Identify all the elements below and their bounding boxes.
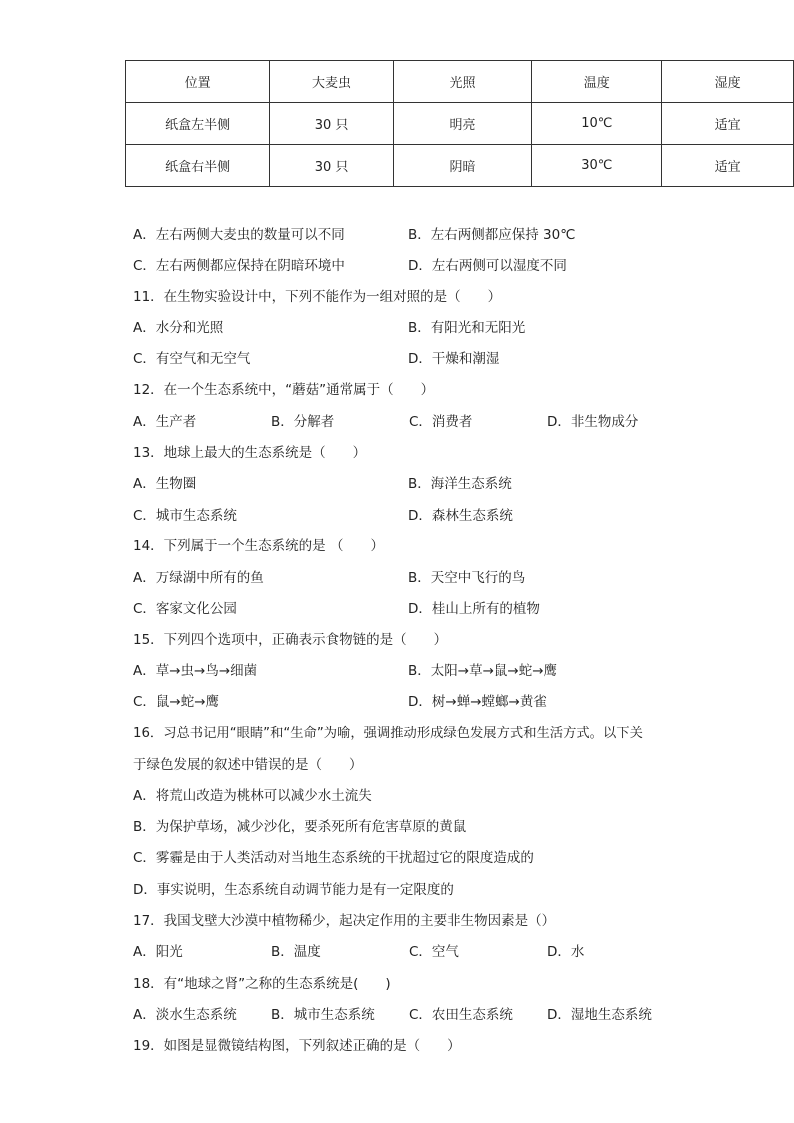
option-b: B．有阳光和无阳光 <box>408 320 526 336</box>
option-b: B．太阳→草→鼠→蛇→鹰 <box>408 663 558 679</box>
question-stem: 14．下列属于一个生态系统的是 （ ） <box>133 538 384 554</box>
option-c: C．鼠→蛇→鹰 <box>133 694 220 710</box>
option-c: C．消费者 <box>409 414 473 430</box>
table-header-row <box>126 61 794 103</box>
option-a: A．阳光 <box>133 944 183 960</box>
option-a: A．生物圈 <box>133 476 197 492</box>
question-stem: 11．在生物实验设计中，下列不能作为一组对照的是（ ） <box>133 289 502 305</box>
header-cell: 湿度 <box>662 61 794 103</box>
table-cell: 明亮 <box>393 103 532 145</box>
question-stem-cont: 于绿色发展的叙述中错误的是（ ） <box>133 757 363 773</box>
question-stem: 16．习总书记用“眼睛”和“生命”为喻，强调推动形成绿色发展方式和生活方式。以下关 <box>133 726 643 741</box>
header-cell: 位置 <box>126 61 270 103</box>
option-a: A．水分和光照 <box>133 320 224 336</box>
option-d: D．湿地生态系统 <box>547 1007 652 1023</box>
table-clip <box>0 0 794 200</box>
header-cell: 温度 <box>532 61 662 103</box>
option-a: A．万绿湖中所有的鱼 <box>133 570 264 586</box>
table-cell: 阴暗 <box>393 145 532 187</box>
table-cell: 适宜 <box>662 145 794 187</box>
option-d: D．水 <box>547 944 585 960</box>
option-c: C．客家文化公园 <box>133 601 237 617</box>
option-b: B．海洋生态系统 <box>408 476 512 492</box>
option-d: D．非生物成分 <box>547 414 639 430</box>
option-b: B．为保护草场，减少沙化，要杀死所有危害草原的黄鼠 <box>133 819 467 835</box>
option-a: A．左右两侧大麦虫的数量可以不同 <box>133 227 345 243</box>
table-cell: 30℃ <box>532 145 662 187</box>
table-cell: 30 只 <box>270 103 393 145</box>
option-c: C．农田生态系统 <box>409 1007 513 1023</box>
question-stem: 18．有“地球之肾”之称的生态系统是( ) <box>133 976 391 992</box>
option-d: D．树→蝉→螳螂→黄雀 <box>408 694 547 710</box>
option-a: A．将荒山改造为桃林可以减少水土流失 <box>133 788 372 804</box>
table-cell: 适宜 <box>662 103 794 145</box>
table-cell: 纸盒右半侧 <box>126 145 270 187</box>
header-cell: 大麦虫 <box>270 61 393 103</box>
option-c: C．左右两侧都应保持在阴暗环境中 <box>133 258 345 274</box>
table-row <box>126 103 794 145</box>
option-d: D．桂山上所有的植物 <box>408 601 540 617</box>
table-cell: 纸盒左半侧 <box>126 103 270 145</box>
question-stem: 19．如图是显微镜结构图，下列叙述正确的是（ ） <box>133 1038 461 1054</box>
table-cell: 30 只 <box>270 145 393 187</box>
option-d: D．左右两侧可以湿度不同 <box>408 258 567 274</box>
option-a: A．草→虫→鸟→细菌 <box>133 663 258 679</box>
option-d: D．森林生态系统 <box>408 508 513 524</box>
option-b: B．分解者 <box>271 414 335 430</box>
question-stem: 13．地球上最大的生态系统是（ ） <box>133 445 367 461</box>
option-c: C．空气 <box>409 944 459 960</box>
option-c: C．城市生态系统 <box>133 508 237 524</box>
option-b: B．城市生态系统 <box>271 1007 375 1023</box>
option-a: A．生产者 <box>133 414 197 430</box>
table-cell: 10℃ <box>532 103 662 145</box>
table-row <box>126 145 794 187</box>
option-b: B．天空中飞行的鸟 <box>408 570 526 586</box>
option-c: C．有空气和无空气 <box>133 351 251 367</box>
experiment-table <box>125 60 794 187</box>
option-b: B．左右两侧都应保持 30℃ <box>408 227 576 243</box>
option-c: C．雾霾是由于人类活动对当地生态系统的干扰超过它的限度造成的 <box>133 850 534 866</box>
option-d: D．干燥和潮湿 <box>408 351 500 367</box>
question-stem: 17．我国戈壁大沙漠中植物稀少，起决定作用的主要非生物因素是（） <box>133 913 556 929</box>
option-b: B．温度 <box>271 944 321 960</box>
option-d: D．事实说明，生态系统自动调节能力是有一定限度的 <box>133 882 454 898</box>
option-a: A．淡水生态系统 <box>133 1007 237 1023</box>
question-stem: 15．下列四个选项中，正确表示食物链的是（ ） <box>133 632 448 648</box>
question-stem: 12．在一个生态系统中，“蘑菇”通常属于（ ） <box>133 382 435 398</box>
header-cell: 光照 <box>393 61 532 103</box>
